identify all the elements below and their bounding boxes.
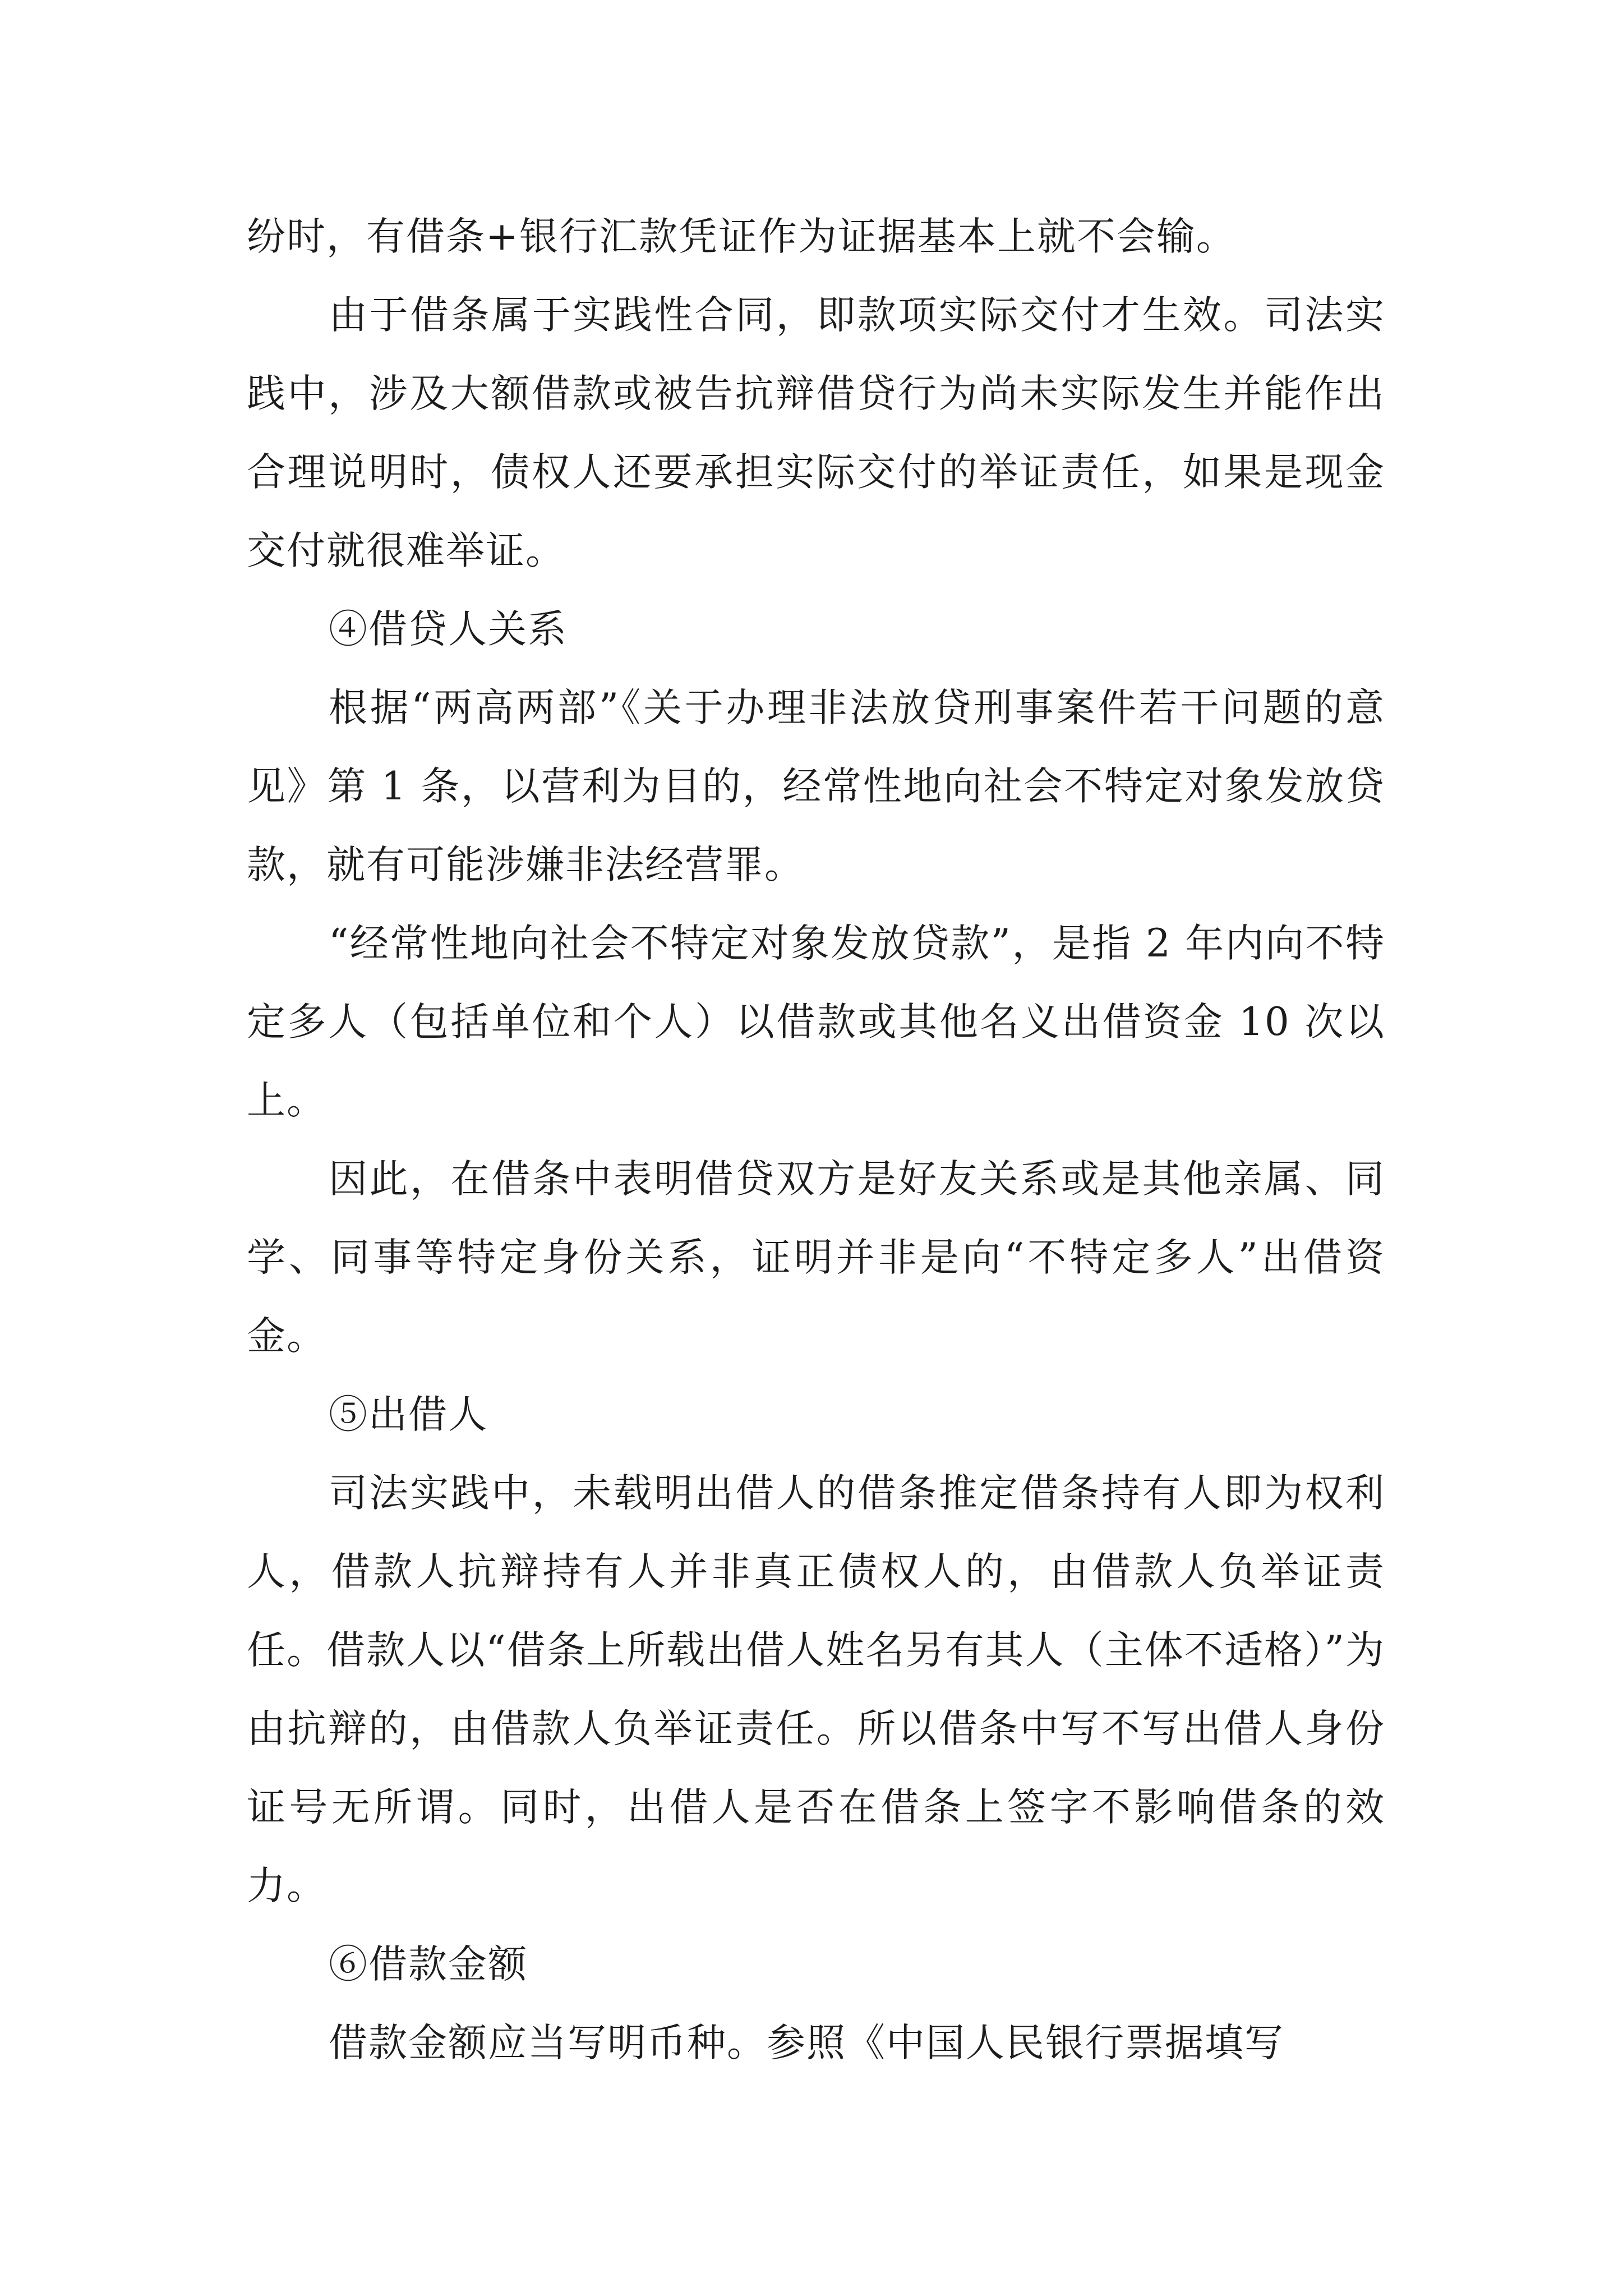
paragraph-loan-amount-currency: 借款金额应当写明币种。参照《中国人民银行票据填写 bbox=[329, 2021, 1284, 2065]
paragraph-continuation: 纷时，有借条+银行汇款凭证作为证据基本上就不会输。 bbox=[247, 214, 1236, 259]
document-body bbox=[247, 197, 1385, 2082]
paragraph-practical-contract: 由于借条属于实践性合同，即款项实际交付才生效。司法实践中，涉及大额借款或被告抗辩借贷行为尚未实际发生并能作出合理说明时，债权人还要承担实际交付的举证责任，如果是现金交付就很难举证。 bbox=[247, 293, 1385, 573]
paragraph-lender-burden-of-proof: 司法实践中，未载明出借人的借条推定借条持有人即为权利人，借款人抗辩持有人并非真正债权人的，由借款人负举证责任。借款人以“借条上所载出借人姓名另有其人（主体不适格）”为由抗辩的，由借款人负举证责任。所以借条中写不写出借人身份证号无所谓。同时，出借人是否在借条上签字不影响借条的效力。 bbox=[247, 1471, 1385, 1908]
section-heading-loan-amount: ⑥借款金额 bbox=[329, 1942, 528, 1987]
paragraph-frequent-lending-definition: “经常性地向社会不特定对象发放贷款”，是指 2 年内向不特定多人（包括单位和个人）以借款或其他名义出借资金 10 次以上。 bbox=[247, 921, 1385, 1123]
paragraph-specific-relationship: 因此，在借条中表明借贷双方是好友关系或是其他亲属、同学、同事等特定身份关系，证明并非是向“不特定多人”出借资金。 bbox=[247, 1157, 1385, 1359]
section-heading-lender-borrower-relation: ④借贷人关系 bbox=[329, 607, 568, 652]
section-heading-lender: ⑤出借人 bbox=[329, 1392, 488, 1437]
paragraph-illegal-lending-opinion: 根据“两高两部”《关于办理非法放贷刑事案件若干问题的意见》第 1 条，以营利为目的，经常性地向社会不特定对象发放贷款，就有可能涉嫌非法经营罪。 bbox=[247, 685, 1385, 887]
